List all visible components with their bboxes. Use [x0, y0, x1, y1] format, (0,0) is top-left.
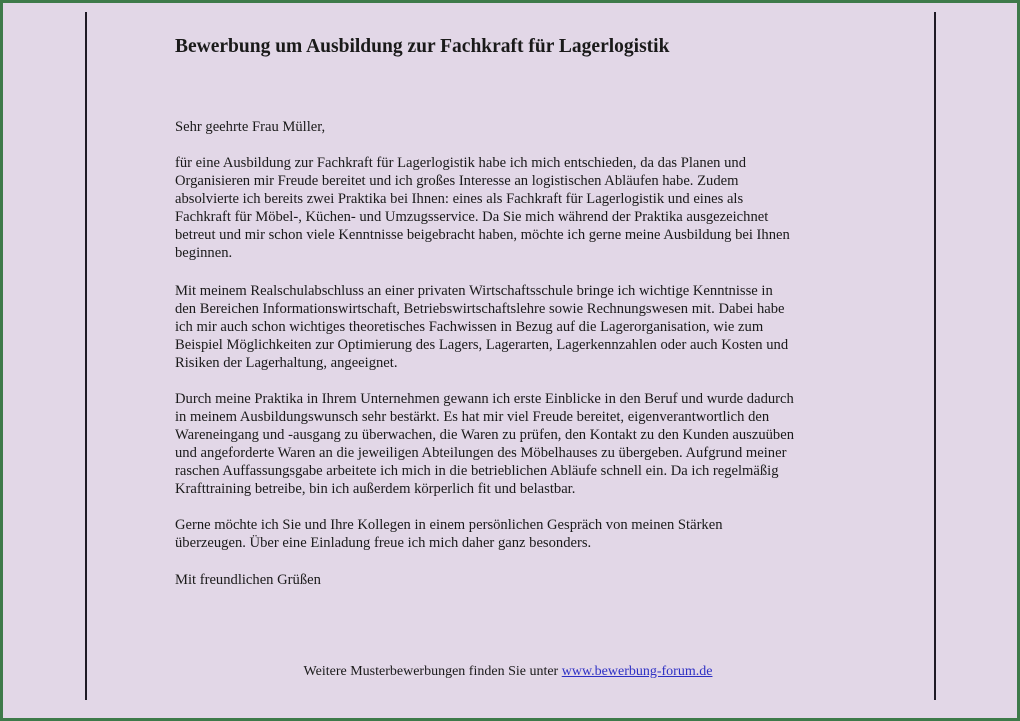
text-line: überzeugen. Über eine Einladung freue ich mich daher ganz besonders. — [175, 535, 592, 552]
text-line: Beispiel Möglichkeiten zur Optimierung des Lagers, Lagerarten, Lagerkennzahlen oder auch Kosten und — [175, 337, 789, 354]
text-line: raschen Auffassungsgabe arbeitete ich mich in die betrieblichen Abläufe schnell ein. Da ich regelmäßig — [175, 463, 779, 480]
letter-title: Bewerbung um Ausbildung zur Fachkraft für Lagerlogistik — [175, 36, 670, 57]
text-line: Mit meinem Realschulabschluss an einer privaten Wirtschaftsschule bringe ich wichtige Kenntnisse in — [175, 283, 773, 299]
footer-link[interactable]: www.bewerbung-forum.de — [561, 664, 713, 679]
right-margin-rule — [934, 12, 936, 700]
paragraph-experience — [175, 390, 875, 499]
document-page — [3, 3, 1017, 718]
salutation: Sehr geehrte Frau Müller, — [175, 119, 326, 135]
paragraph-closing-request — [175, 516, 875, 552]
paragraph-motivation — [175, 154, 875, 263]
text-line: ich mir auch schon wichtiges theoretisches Fachwissen in Bezug auf die Lagerorganisation, wie zum — [175, 319, 764, 336]
closing-greeting: Mit freundlichen Grüßen — [175, 572, 321, 588]
text-line: Krafttraining betreibe, bin ich außerdem körperlich fit und belastbar. — [175, 481, 576, 498]
text-line: Organisieren mir Freude bereitet und ich großes Interesse an logistischen Abläufen habe. Zudem — [175, 173, 739, 190]
text-line: Fachkraft für Möbel-, Küchen- und Umzugsservice. Da Sie mich während der Praktika ausgezeichnet — [175, 209, 769, 226]
text-line: Gerne möchte ich Sie und Ihre Kollegen in einem persönlichen Gespräch von meinen Stärken — [175, 517, 723, 533]
text-line: für eine Ausbildung zur Fachkraft für Lagerlogistik habe ich mich entschieden, da das Planen und — [175, 155, 747, 171]
text-line: Wareneingang und -ausgang zu überwachen, die Waren zu prüfen, den Kontakt zu den Kunden auszuüben — [175, 427, 795, 444]
text-line: absolvierte ich bereits zwei Praktika bei Ihnen: eines als Fachkraft für Lagerlogistik und eines als — [175, 191, 744, 208]
paragraph-education — [175, 282, 875, 372]
text-line: den Bereichen Informationswirtschaft, Betriebswirtschaftslehre sowie Rechnungswesen mit. Dabei habe — [175, 301, 785, 318]
left-margin-rule — [85, 12, 87, 700]
text-line: und angeforderte Waren an die jeweiligen Abteilungen des Möbelhauses zu übergeben. Aufgrund meiner — [175, 445, 787, 462]
footer-note — [3, 664, 1017, 680]
text-line: betreut und mir schon viele Kenntnisse beigebracht haben, möchte ich gerne meine Ausbildung bei Ihnen — [175, 227, 790, 244]
footer-text: Weitere Musterbewerbungen finden Sie unter — [303, 664, 562, 679]
text-line: beginnen. — [175, 245, 233, 262]
text-line: Risiken der Lagerhaltung, angeeignet. — [175, 355, 398, 372]
text-line: Durch meine Praktika in Ihrem Unternehmen gewann ich erste Einblicke in den Beruf und wurde dadurch — [175, 391, 794, 407]
text-line: in meinem Ausbildungswunsch sehr bestärkt. Es hat mir viel Freude bereitet, eigenverantwortlich den — [175, 409, 770, 426]
